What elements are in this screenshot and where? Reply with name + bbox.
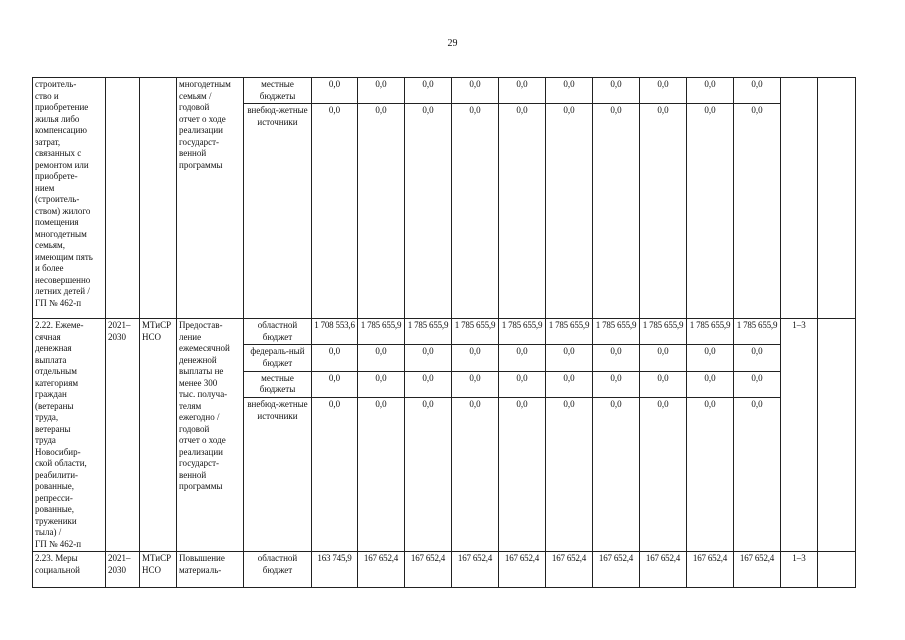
amount-cell: 0,0 bbox=[452, 104, 499, 319]
measure-name-cell bbox=[33, 78, 106, 319]
measure-name-cell-line: ГП № 462-п bbox=[35, 538, 82, 549]
measure-name-cell-line: семьям, bbox=[35, 240, 65, 250]
amount-cell: 0,0 bbox=[546, 345, 593, 371]
amount-cell: 163 745,9 bbox=[312, 552, 358, 588]
amount-cell: 0,0 bbox=[405, 104, 452, 319]
table-row bbox=[33, 552, 856, 588]
task-result-cell bbox=[177, 552, 244, 588]
amount-cell: 0,0 bbox=[687, 398, 734, 552]
amount-cell: 0,0 bbox=[405, 398, 452, 552]
task-result-cell-line: семьям / bbox=[179, 90, 212, 101]
amount-cell: 0,0 bbox=[312, 78, 358, 104]
amount-cell: 0,0 bbox=[734, 78, 781, 104]
amount-cell: 0,0 bbox=[499, 398, 546, 552]
measure-name-cell-line: 2.23. Меры bbox=[35, 553, 78, 563]
measure-name-cell-line: отдельным bbox=[35, 366, 77, 376]
funding-source-cell: внебюд-жетные источники bbox=[244, 398, 312, 552]
amount-cell: 1 785 655,9 bbox=[499, 319, 546, 345]
measure-name-cell-line: труда, bbox=[35, 412, 59, 422]
measure-name-cell-line: приобретение bbox=[35, 102, 89, 112]
amount-cell: 0,0 bbox=[593, 78, 640, 104]
amount-cell: 0,0 bbox=[405, 371, 452, 397]
indicator-cell: 1–3 bbox=[781, 552, 818, 588]
amount-cell: 0,0 bbox=[358, 345, 405, 371]
task-result-cell-line: программы bbox=[179, 481, 223, 491]
measure-name-cell-line: приобрете- bbox=[35, 171, 78, 181]
amount-cell: 0,0 bbox=[640, 104, 687, 319]
funding-source-cell: внебюд-жетные источники bbox=[244, 104, 312, 319]
amount-cell: 1 785 655,9 bbox=[593, 319, 640, 345]
amount-cell: 0,0 bbox=[640, 398, 687, 552]
amount-cell: 167 652,4 bbox=[546, 552, 593, 588]
amount-cell: 0,0 bbox=[593, 345, 640, 371]
empty-cell bbox=[818, 552, 856, 588]
amount-cell: 0,0 bbox=[687, 104, 734, 319]
amount-cell: 0,0 bbox=[734, 371, 781, 397]
measure-name-cell-line: сячная bbox=[35, 331, 61, 342]
amount-cell: 0,0 bbox=[499, 345, 546, 371]
indicator-cell bbox=[781, 78, 818, 319]
amount-cell: 0,0 bbox=[640, 78, 687, 104]
measure-name-cell-line: труженики bbox=[35, 515, 77, 526]
amount-cell: 0,0 bbox=[734, 104, 781, 319]
measure-name-cell-line: связанных с bbox=[35, 148, 82, 158]
task-result-cell-line: ежегодно / bbox=[179, 412, 220, 422]
funding-source-cell: областной бюджет bbox=[244, 552, 312, 588]
measure-name-cell-line: 2.22. Ежеме- bbox=[35, 320, 84, 330]
measure-name-cell-line: затрат, bbox=[35, 136, 61, 147]
amount-cell: 0,0 bbox=[593, 371, 640, 397]
measure-name-cell-line: строитель- bbox=[35, 79, 77, 89]
measure-name-cell-line: компенсацию bbox=[35, 125, 88, 135]
executor-cell: МТиСР НСО bbox=[140, 319, 177, 552]
measure-name-cell-line: ством) жилого bbox=[35, 205, 91, 216]
amount-cell: 167 652,4 bbox=[452, 552, 499, 588]
page-number: 29 bbox=[447, 38, 458, 49]
measure-name-cell-line: репресси- bbox=[35, 492, 73, 503]
task-result-cell-line: материаль- bbox=[179, 564, 222, 575]
measure-name-cell-line: многодетным bbox=[35, 228, 87, 239]
task-result-cell-line: годовой bbox=[179, 423, 210, 434]
amount-cell: 167 652,4 bbox=[593, 552, 640, 588]
task-result-cell bbox=[177, 319, 244, 552]
amount-cell: 0,0 bbox=[640, 345, 687, 371]
amount-cell: 0,0 bbox=[546, 398, 593, 552]
amount-cell: 167 652,4 bbox=[734, 552, 781, 588]
amount-cell: 0,0 bbox=[312, 398, 358, 552]
amount-cell: 0,0 bbox=[312, 345, 358, 371]
task-result-cell-line: ление bbox=[179, 331, 202, 342]
amount-cell: 0,0 bbox=[358, 398, 405, 552]
amount-cell: 1 785 655,9 bbox=[734, 319, 781, 345]
indicator-cell: 1–3 bbox=[781, 319, 818, 552]
measure-name-cell-line: ской области, bbox=[35, 458, 87, 468]
amount-cell: 0,0 bbox=[734, 345, 781, 371]
amount-cell: 0,0 bbox=[687, 371, 734, 397]
amount-cell: 0,0 bbox=[452, 371, 499, 397]
amount-cell: 0,0 bbox=[452, 345, 499, 371]
amount-cell: 1 708 553,6 bbox=[312, 319, 358, 345]
measure-name-cell-line: тыла) / bbox=[35, 527, 62, 537]
amount-cell: 0,0 bbox=[452, 398, 499, 552]
task-result-cell bbox=[177, 78, 244, 319]
table-row bbox=[33, 78, 856, 104]
measure-name-cell-line: ГП № 462-п bbox=[35, 297, 82, 308]
amount-cell: 0,0 bbox=[358, 371, 405, 397]
period-cell: 2021–2030 bbox=[106, 552, 140, 588]
task-result-cell-line: денежной bbox=[179, 354, 217, 365]
amount-cell: 1 785 655,9 bbox=[358, 319, 405, 345]
measure-name-cell-line: имеющим пять bbox=[35, 251, 93, 262]
measure-name-cell-line: ство и bbox=[35, 90, 59, 101]
amount-cell: 0,0 bbox=[687, 345, 734, 371]
task-result-cell-line: венной bbox=[179, 469, 207, 480]
measure-name-cell-line: (ветераны bbox=[35, 400, 74, 411]
task-result-cell-line: менее 300 bbox=[179, 377, 218, 388]
task-result-cell-line: годовой bbox=[179, 102, 210, 112]
amount-cell: 0,0 bbox=[593, 398, 640, 552]
amount-cell: 1 785 655,9 bbox=[452, 319, 499, 345]
budget-table bbox=[32, 77, 856, 588]
amount-cell: 167 652,4 bbox=[499, 552, 546, 588]
measure-name-cell-line: несовершенно bbox=[35, 274, 91, 285]
amount-cell: 1 785 655,9 bbox=[546, 319, 593, 345]
measure-name-cell bbox=[33, 552, 106, 588]
measure-name-cell-line: (строитель- bbox=[35, 194, 80, 204]
measure-name-cell-line: и более bbox=[35, 263, 64, 273]
amount-cell: 0,0 bbox=[405, 78, 452, 104]
measure-name-cell-line: реабилити- bbox=[35, 469, 79, 480]
measure-name-cell-line: граждан bbox=[35, 389, 67, 399]
measure-name-cell bbox=[33, 319, 106, 552]
amount-cell: 0,0 bbox=[405, 345, 452, 371]
funding-source-cell: местные бюджеты bbox=[244, 78, 312, 104]
amount-cell: 0,0 bbox=[312, 104, 358, 319]
measure-name-cell-line: категориям bbox=[35, 377, 79, 388]
executor-cell bbox=[140, 78, 177, 319]
task-result-cell-line: реализации bbox=[179, 446, 223, 457]
task-result-cell-line: многодетным bbox=[179, 79, 231, 89]
amount-cell: 0,0 bbox=[593, 104, 640, 319]
task-result-cell-line: отчет о ходе bbox=[179, 113, 226, 124]
measure-name-cell-line: Новосибир- bbox=[35, 446, 81, 457]
measure-name-cell-line: ремонтом или bbox=[35, 159, 89, 170]
task-result-cell-line: государст- bbox=[179, 458, 219, 468]
task-result-cell-line: реализации bbox=[179, 125, 223, 135]
executor-cell: МТиСР НСО bbox=[140, 552, 177, 588]
amount-cell: 0,0 bbox=[452, 78, 499, 104]
task-result-cell-line: тыс. получа- bbox=[179, 389, 228, 399]
measure-name-cell-line: рованные, bbox=[35, 504, 75, 514]
amount-cell: 1 785 655,9 bbox=[687, 319, 734, 345]
funding-source-cell: областной бюджет bbox=[244, 319, 312, 345]
task-result-cell-line: венной bbox=[179, 148, 207, 158]
funding-source-cell: местные бюджеты bbox=[244, 371, 312, 397]
measure-name-cell-line: рованные, bbox=[35, 481, 75, 491]
empty-cell bbox=[818, 78, 856, 319]
measure-name-cell-line: жилья либо bbox=[35, 113, 80, 124]
measure-name-cell-line: труда bbox=[35, 435, 56, 445]
amount-cell: 0,0 bbox=[499, 78, 546, 104]
amount-cell: 0,0 bbox=[499, 371, 546, 397]
measure-name-cell-line: социальной bbox=[35, 564, 80, 575]
amount-cell: 0,0 bbox=[546, 104, 593, 319]
period-cell bbox=[106, 78, 140, 319]
task-result-cell-line: Предостав- bbox=[179, 320, 223, 330]
amount-cell: 0,0 bbox=[640, 371, 687, 397]
task-result-cell-line: телям bbox=[179, 400, 202, 411]
amount-cell: 167 652,4 bbox=[405, 552, 452, 588]
task-result-cell-line: ежемесячной bbox=[179, 343, 230, 353]
amount-cell: 0,0 bbox=[312, 371, 358, 397]
task-result-cell-line: отчет о ходе bbox=[179, 435, 226, 445]
amount-cell: 0,0 bbox=[687, 78, 734, 104]
amount-cell: 167 652,4 bbox=[358, 552, 405, 588]
empty-cell bbox=[818, 319, 856, 552]
amount-cell: 0,0 bbox=[734, 398, 781, 552]
measure-name-cell-line: ветераны bbox=[35, 423, 71, 434]
amount-cell: 167 652,4 bbox=[640, 552, 687, 588]
amount-cell: 1 785 655,9 bbox=[640, 319, 687, 345]
task-result-cell-line: Повышение bbox=[179, 553, 225, 563]
task-result-cell-line: выплаты не bbox=[179, 366, 224, 376]
task-result-cell-line: государст- bbox=[179, 136, 219, 147]
amount-cell: 0,0 bbox=[546, 371, 593, 397]
amount-cell: 167 652,4 bbox=[687, 552, 734, 588]
amount-cell: 0,0 bbox=[358, 104, 405, 319]
measure-name-cell-line: летних детей / bbox=[35, 286, 90, 296]
funding-source-cell: федераль-ный бюджет bbox=[244, 345, 312, 371]
period-cell: 2021–2030 bbox=[106, 319, 140, 552]
measure-name-cell-line: нием bbox=[35, 182, 55, 193]
measure-name-cell-line: помещения bbox=[35, 217, 79, 227]
table-row bbox=[33, 319, 856, 345]
measure-name-cell-line: денежная bbox=[35, 343, 72, 353]
amount-cell: 1 785 655,9 bbox=[405, 319, 452, 345]
task-result-cell-line: программы bbox=[179, 159, 223, 170]
amount-cell: 0,0 bbox=[358, 78, 405, 104]
measure-name-cell-line: выплата bbox=[35, 354, 67, 365]
amount-cell: 0,0 bbox=[499, 104, 546, 319]
amount-cell: 0,0 bbox=[546, 78, 593, 104]
